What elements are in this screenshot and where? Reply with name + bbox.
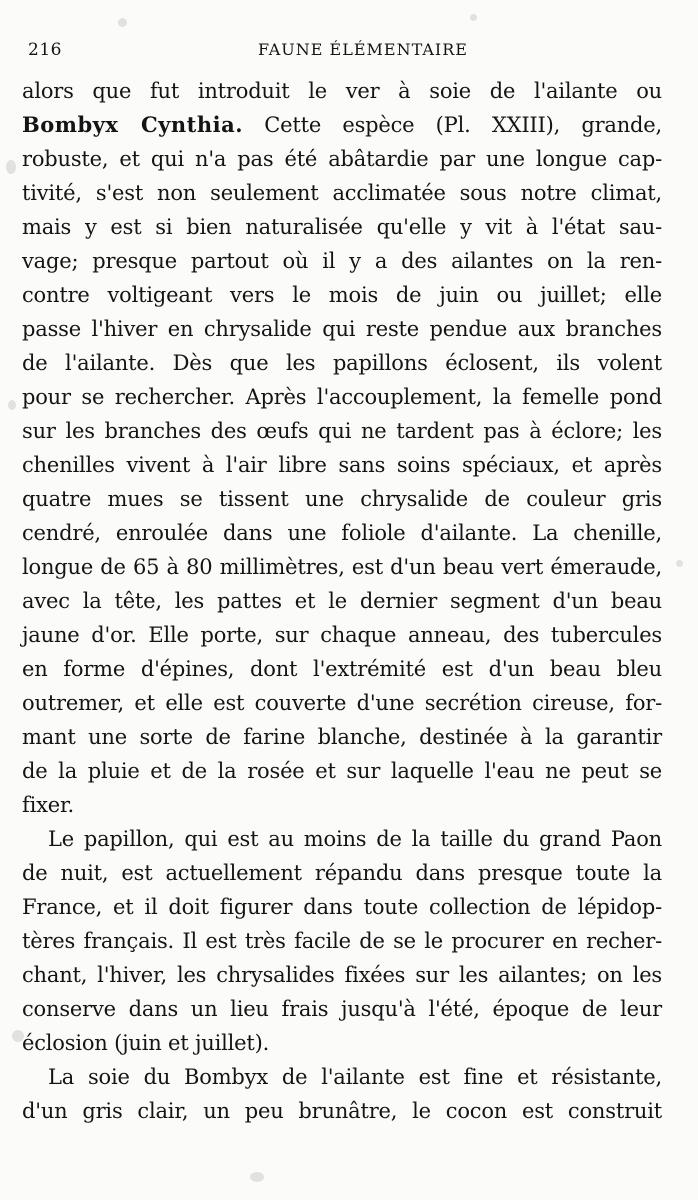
text-line: avec la tête, les pattes et le dernier segment d'un beau xyxy=(22,589,662,613)
text-line xyxy=(22,108,662,142)
text-line: de l'ailante. Dès que les papillons éclosent, ils volent xyxy=(22,351,662,375)
scan-speck xyxy=(8,400,16,410)
page-number: 216 xyxy=(28,40,62,60)
running-title: FAUNE ÉLÉMENTAIRE xyxy=(258,40,468,59)
text-line: quatre mues se tissent une chrysalide de couleur gris xyxy=(22,487,662,511)
text-line: de la pluie et de la rosée et sur laquelle l'eau ne peut se xyxy=(22,759,662,783)
page-header xyxy=(28,40,668,64)
text-line: de nuit, est actuellement répandu dans presque toute la xyxy=(22,861,662,885)
text-line: alors que fut introduit le ver à soie de l'ailante ou xyxy=(22,79,662,103)
text-line: chant, l'hiver, les chrysalides fixées sur les ailantes; on les xyxy=(22,963,662,987)
scan-speck xyxy=(250,1172,264,1182)
text-line: tères français. Il est très facile de se le procurer en recher- xyxy=(22,929,662,953)
text-line: France, et il doit figurer dans toute collection de lépidop- xyxy=(22,895,662,919)
text-line: sur les branches des œufs qui ne tardent pas à éclore; les xyxy=(22,419,662,443)
text-line: La soie du Bombyx de l'ailante est fine et résistante, xyxy=(48,1065,662,1089)
scan-speck xyxy=(676,560,683,567)
text-line: pour se rechercher. Après l'accouplement, la femelle pond xyxy=(22,385,662,409)
text-line: fixer. xyxy=(22,793,74,817)
scan-speck xyxy=(6,160,16,174)
text-line: longue de 65 à 80 millimètres, est d'un beau vert émeraude, xyxy=(22,555,662,579)
species-name: Bombyx Cynthia. xyxy=(22,112,244,137)
scan-speck xyxy=(118,18,127,27)
text-line: robuste, et qui n'a pas été abâtardie par une longue cap- xyxy=(22,147,662,171)
body-text xyxy=(22,74,662,1128)
text-line: outremer, et elle est couverte d'une secrétion cireuse, for- xyxy=(22,691,662,715)
text-line: Le papillon, qui est au moins de la taille du grand Paon xyxy=(48,827,662,851)
text-line: contre voltigeant vers le mois de juin ou juillet; elle xyxy=(22,283,662,307)
text-line: mais y est si bien naturalisée qu'elle y vit à l'état sau- xyxy=(22,215,662,239)
text-line: éclosion (juin et juillet). xyxy=(22,1031,270,1055)
text-line: jaune d'or. Elle porte, sur chaque anneau, des tubercules xyxy=(22,623,662,647)
text-line: d'un gris clair, un peu brunâtre, le cocon est construit xyxy=(22,1099,662,1123)
text-line: conserve dans un lieu frais jusqu'à l'été, époque de leur xyxy=(22,997,662,1021)
text-line: passe l'hiver en chrysalide qui reste pendue aux branches xyxy=(22,317,662,341)
text-line: mant une sorte de farine blanche, destinée à la garantir xyxy=(22,725,662,749)
text-line: cendré, enroulée dans une foliole d'ailante. La chenille, xyxy=(22,521,662,545)
text-segment: Cette espèce (Pl. XXIII), grande, xyxy=(243,113,662,137)
text-line: en forme d'épines, dont l'extrémité est d'un beau bleu xyxy=(22,657,662,681)
text-line: vage; presque partout où il y a des ailantes on la ren- xyxy=(22,249,662,273)
text-line: tivité, s'est non seulement acclimatée sous notre climat, xyxy=(22,181,662,205)
scan-speck xyxy=(470,14,477,21)
text-line: chenilles vivent à l'air libre sans soins spéciaux, et après xyxy=(22,453,662,477)
